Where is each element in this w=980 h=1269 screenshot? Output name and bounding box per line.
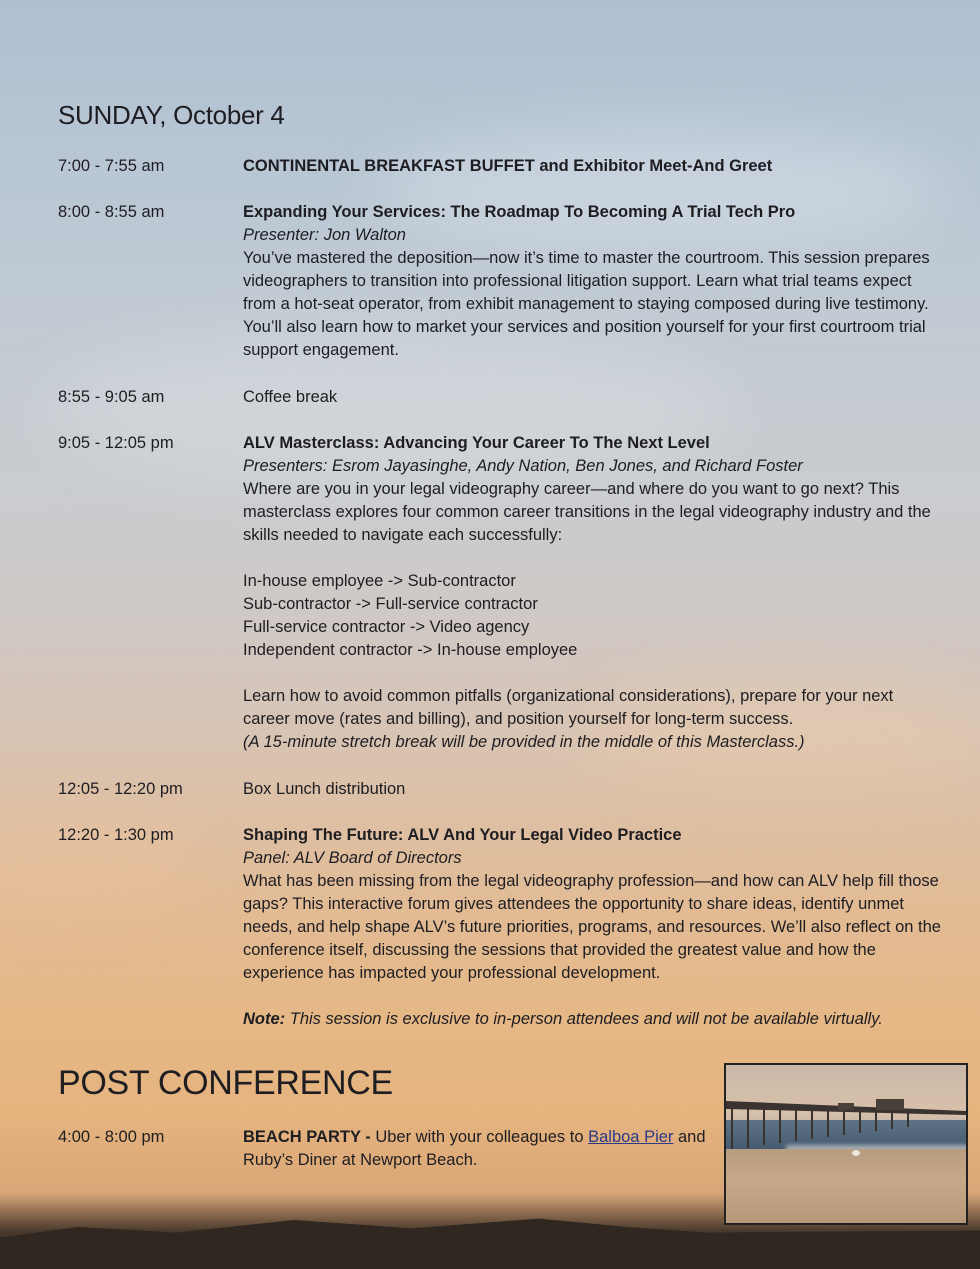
post-event-title: BEACH PARTY - — [243, 1128, 371, 1146]
session-content — [243, 824, 943, 1031]
transition-item: Independent contractor -> In-house employee — [243, 641, 578, 659]
session-note — [243, 1008, 943, 1031]
post-conference-title: POST CONFERENCE — [58, 1064, 393, 1102]
session-content — [243, 432, 943, 754]
session-presenter: Presenter: Jon Walton — [243, 226, 406, 244]
session-description: What has been missing from the legal videography profession—and how can ALV help fill those gaps? This interactive forum gives attendees the opportunity to share ideas, identify unmet needs, and help shape ALV’s future priorities, programs, and resources. We’ll also reflect on the conference itself, discussing the sessions that provided the greatest value and how the experience has impacted your professional development. — [243, 872, 941, 982]
transition-item: Full-service contractor -> Video agency — [243, 618, 530, 636]
session-content — [243, 201, 943, 362]
session-title: Box Lunch distribution — [243, 780, 406, 798]
transition-item: In-house employee -> Sub-contractor — [243, 572, 516, 590]
session-time: 7:00 - 7:55 am — [58, 157, 165, 175]
pier-illustration — [726, 1065, 968, 1225]
session-title: ALV Masterclass: Advancing Your Career To The Next Level — [243, 434, 710, 452]
day-title: SUNDAY, October 4 — [58, 100, 285, 130]
session-title: Expanding Your Services: The Roadmap To Becoming A Trial Tech Pro — [243, 203, 796, 221]
session-presenter: Presenters: Esrom Jayasinghe, Andy Nation, Ben Jones, and Richard Foster — [243, 457, 803, 475]
balboa-pier-photo — [724, 1063, 968, 1225]
post-event-description — [243, 1126, 708, 1172]
session-content — [243, 155, 943, 178]
session-closing: Learn how to avoid common pitfalls (organizational considerations), prepare for your next career move (rates and billing), and position yourself for long-term success. — [243, 687, 894, 728]
note-text: This session is exclusive to in-person attendees and will not be available virtually. — [285, 1010, 883, 1028]
session-content — [243, 778, 943, 801]
session-time: 8:00 - 8:55 am — [58, 203, 165, 221]
session-time: 8:55 - 9:05 am — [58, 388, 165, 406]
session-title: Shaping The Future: ALV And Your Legal Video Practice — [243, 826, 682, 844]
session-presenter: Panel: ALV Board of Directors — [243, 849, 462, 867]
session-description: You’ve mastered the deposition—now it’s time to master the courtroom. This session prepares videographers to transition into professional litigation support. Learn what trial teams expect from a hot-seat operator, from exhibit management to staying composed during live testimony. You’ll also learn how to market your services and position yourself for your first courtroom trial support engagement. — [243, 249, 930, 359]
session-time: 12:05 - 12:20 pm — [58, 780, 183, 798]
transition-item: Sub-contractor -> Full-service contractor — [243, 595, 538, 613]
session-time: 9:05 - 12:05 pm — [58, 434, 174, 452]
balboa-pier-link[interactable]: Balboa Pier — [588, 1128, 674, 1146]
session-title: CONTINENTAL BREAKFAST BUFFET and Exhibitor Meet-And Greet — [243, 157, 773, 175]
session-time: 12:20 - 1:30 pm — [58, 826, 174, 844]
session-title: Coffee break — [243, 388, 338, 406]
post-event-content — [243, 1126, 708, 1172]
session-description: Where are you in your legal videography career—and where do you want to go next? This masterclass explores four common career transitions in the legal videography industry and the skills needed to navigate each successfully: — [243, 480, 931, 544]
session-note: (A 15-minute stretch break will be provided in the middle of this Masterclass.) — [243, 733, 805, 751]
session-content — [243, 386, 943, 409]
post-event-text-before: Uber with your colleagues to — [370, 1128, 589, 1146]
note-label: Note: — [243, 1010, 286, 1028]
post-event-time: 4:00 - 8:00 pm — [58, 1128, 165, 1146]
post-event-text-after: and Ruby’s Diner at Newport Beach. — [243, 1128, 706, 1169]
